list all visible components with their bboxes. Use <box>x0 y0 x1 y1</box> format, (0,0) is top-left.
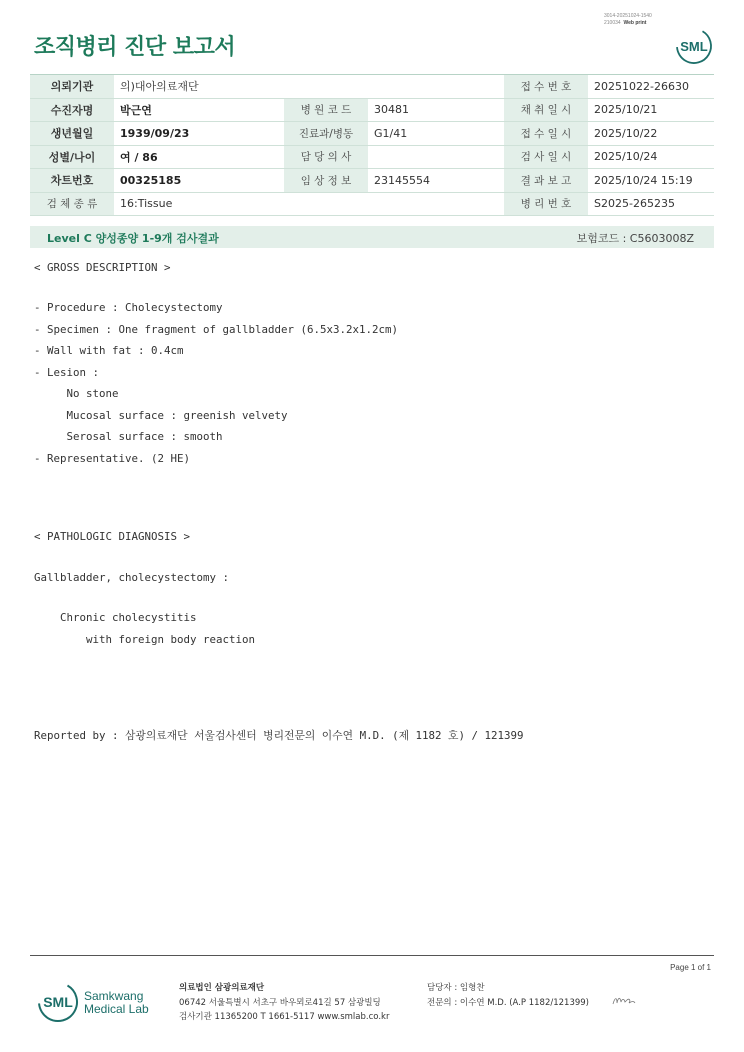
chart-number: 00325185 <box>114 169 284 193</box>
gross-description-header: < GROSS DESCRIPTION > <box>34 261 171 274</box>
receipt-date: 2025/10/22 <box>588 122 714 146</box>
label-pathology-number: 병 리 번 호 <box>504 192 588 216</box>
footer-sml-logo <box>36 980 80 1024</box>
patient-info-table <box>30 74 714 216</box>
receipt-number: 20251022-26630 <box>588 75 714 99</box>
label-result-report: 결 과 보 고 <box>504 169 588 193</box>
birth-date: 1939/09/23 <box>114 122 284 146</box>
label-department-ward: 진료과/병동 <box>284 122 368 146</box>
footer-brand <box>84 990 149 1016</box>
insurance-code: 보험코드 : C5603008Z <box>576 232 694 245</box>
diagnosis-line: Gallbladder, cholecystectomy : <box>34 571 230 584</box>
info-row <box>30 192 714 216</box>
gross-line: - Representative. (2 HE) <box>34 451 191 465</box>
label-birth-date: 생년월일 <box>30 122 114 146</box>
label-receipt-date: 접 수 일 시 <box>504 122 588 146</box>
sex-age: 여 / 86 <box>114 145 284 169</box>
requesting-institution: 의)대아의료재단 <box>114 75 504 99</box>
info-row <box>30 145 714 169</box>
gross-line: - Wall with fat : 0.4cm <box>34 344 184 357</box>
attending-physician <box>368 145 504 169</box>
hospital-code: 30481 <box>368 98 504 122</box>
info-row <box>30 169 714 193</box>
department-ward: G1/41 <box>368 122 504 146</box>
signature-icon <box>611 994 637 1008</box>
footer-address-block <box>179 981 389 1025</box>
clinical-info: 23145554 <box>368 169 504 193</box>
label-chart-number: 차트번호 <box>30 169 114 193</box>
result-report: 2025/10/24 15:19 <box>588 169 714 193</box>
pathology-number: S2025-265235 <box>588 192 714 216</box>
label-collection-date: 채 취 일 시 <box>504 98 588 122</box>
footer-brand-line1: Samkwang <box>84 989 144 1003</box>
report-title: 조직병리 진단 보고서 <box>34 35 236 60</box>
label-sex-age: 성별/나이 <box>30 145 114 169</box>
specialist-name: 이수연 M.D. (A.P 1182/121399) <box>459 997 589 1008</box>
sml-logo <box>674 26 714 66</box>
footer-brand-line2: Medical Lab <box>84 1002 149 1016</box>
diagnosis-line: with foreign body reaction <box>34 632 256 646</box>
page-number: Page 1 of 1 <box>670 963 711 972</box>
label-clinical-info: 임 상 정 보 <box>284 169 368 193</box>
result-section-bar <box>30 226 714 248</box>
info-row <box>30 75 714 99</box>
label-hospital-code: 병 원 코 드 <box>284 98 368 122</box>
gross-line: Serosal surface : smooth <box>34 430 223 443</box>
footer-sml-logo-text: SML <box>43 994 73 1010</box>
label-requesting-institution: 의뢰기관 <box>30 75 114 99</box>
collection-date: 2025/10/21 <box>588 98 714 122</box>
specialist-label: 전문의 : <box>427 997 458 1008</box>
gross-line: - Specimen : One fragment of gallbladder (6.5x3.2x1.2cm) <box>34 322 399 336</box>
staff-label: 담당자 : <box>427 983 458 993</box>
label-attending-physician: 담 당 의 사 <box>284 145 368 169</box>
print-code-id: 210034 <box>604 20 621 26</box>
print-code <box>604 13 652 27</box>
test-date: 2025/10/24 <box>588 145 714 169</box>
staff-name: 임형찬 <box>459 983 485 993</box>
label-receipt-number: 접 수 번 호 <box>504 75 588 99</box>
reported-by: Reported by : 삼광의료재단 서울검사센터 병리전문의 이수연 M.D. (제 1182 호) / 121399 <box>34 729 524 742</box>
gross-line: - Lesion : <box>34 365 100 379</box>
result-section-title: Level C 양성종양 1-9개 검사결과 <box>47 232 219 245</box>
diagnosis-line: Chronic cholecystitis <box>34 611 197 624</box>
footer-address: 06742 서울특별시 서초구 바우뫼로41길 57 삼광빌딩 <box>179 997 381 1008</box>
footer-divider <box>30 955 714 956</box>
label-specimen-type: 검 체 종 류 <box>30 192 114 216</box>
sml-logo-text: SML <box>680 39 708 54</box>
info-row <box>30 122 714 146</box>
web-print-label: Web print <box>623 20 647 26</box>
label-test-date: 검 사 일 시 <box>504 145 588 169</box>
gross-line: - Procedure : Cholecystectomy <box>34 301 223 314</box>
print-code-line1: 3014-20251024-1540 <box>604 13 652 19</box>
patient-name: 박근연 <box>114 98 284 122</box>
info-row <box>30 98 714 122</box>
gross-line: Mucosal surface : greenish velvety <box>34 408 288 422</box>
footer-staff-block <box>427 981 589 1010</box>
specimen-type: 16:Tissue <box>114 192 504 216</box>
footer-org: 의료법인 삼광의료재단 <box>179 983 265 993</box>
gross-line: No stone <box>34 387 119 400</box>
label-patient-name: 수진자명 <box>30 98 114 122</box>
footer-contact: 검사기관 11365200 T 1661-5117 www.smlab.co.kr <box>179 1012 390 1022</box>
pathologic-diagnosis-header: < PATHOLOGIC DIAGNOSIS > <box>34 530 191 543</box>
